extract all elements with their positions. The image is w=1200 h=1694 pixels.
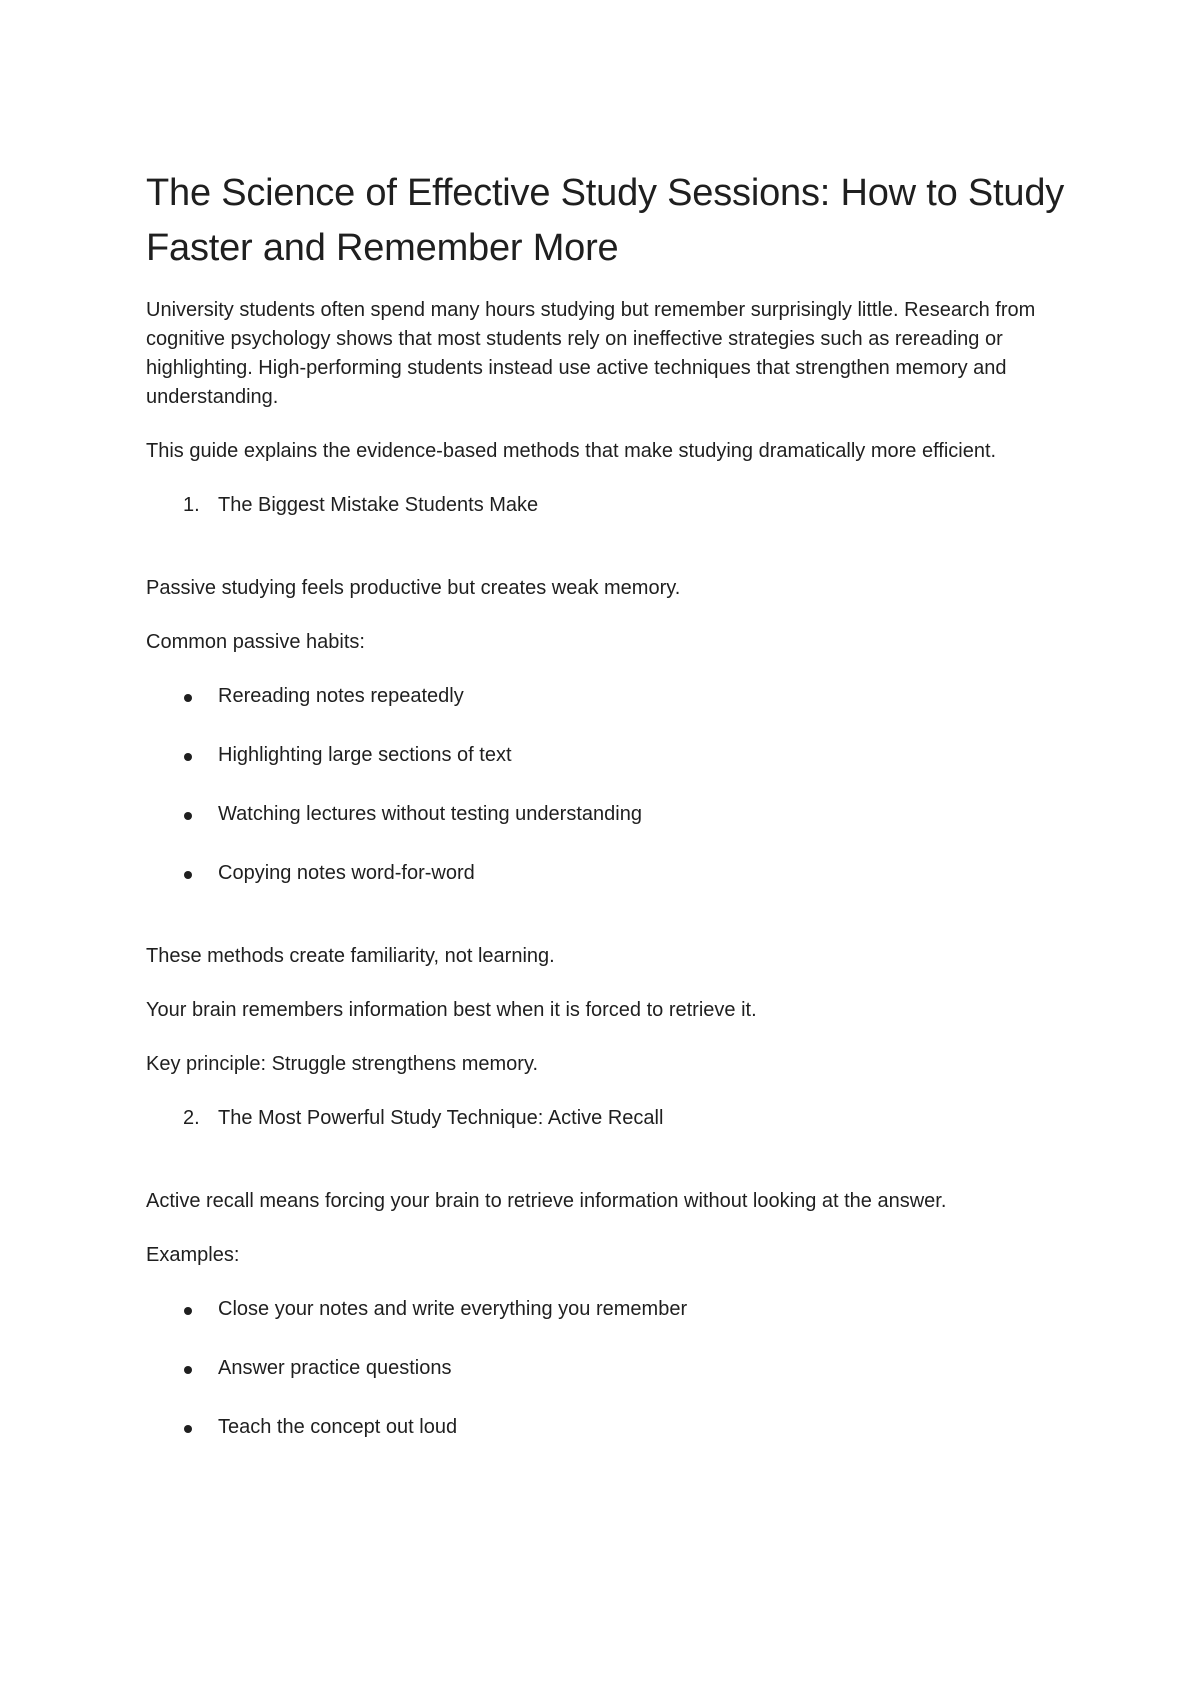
body-paragraph: Your brain remembers information best when it is forced to retrieve it. (146, 999, 757, 1021)
list-item (146, 859, 1066, 888)
list-item (146, 682, 1066, 711)
bullet-icon (184, 1307, 192, 1315)
list-item-text: Answer practice questions (218, 1357, 452, 1379)
section-lead: Active recall means forcing your brain to retrieve information without looking at the answer. (146, 1190, 947, 1212)
list-item (146, 1354, 1066, 1383)
bullet-list (146, 682, 1066, 888)
bullet-icon (184, 812, 192, 820)
list-label: Examples: (146, 1244, 240, 1266)
list-item (146, 1295, 1066, 1324)
bullet-icon (184, 753, 192, 761)
section-heading-1 (146, 491, 1066, 520)
list-label: Common passive habits: (146, 631, 365, 653)
bullet-icon (184, 1366, 192, 1374)
intro-paragraph: This guide explains the evidence-based methods that make studying dramatically more efficient. (146, 440, 997, 462)
document-body (146, 166, 1066, 1496)
body-paragraph: These methods create familiarity, not learning. (146, 945, 555, 967)
section-heading-text: The Biggest Mistake Students Make (218, 494, 539, 516)
section-heading-2 (146, 1104, 1066, 1133)
list-item-text: Watching lectures without testing understanding (218, 803, 642, 825)
list-item (146, 1413, 1066, 1442)
list-item-text: Teach the concept out loud (218, 1416, 458, 1438)
key-principle: Key principle: Struggle strengthens memory. (146, 1053, 539, 1075)
document-title: The Science of Effective Study Sessions: How to Study Faster and Remember More (146, 172, 1065, 269)
list-item-text: Highlighting large sections of text (218, 744, 512, 766)
section-heading-text: The Most Powerful Study Technique: Active Recall (218, 1107, 664, 1129)
bullet-icon (184, 1425, 192, 1433)
bullet-list (146, 1295, 1066, 1442)
list-item-text: Copying notes word-for-word (218, 862, 475, 884)
list-item (146, 741, 1066, 770)
list-item-text: Rereading notes repeatedly (218, 685, 464, 707)
list-item (146, 800, 1066, 829)
intro-paragraph: University students often spend many hours studying but remember surprisingly little. Research from cognitive psychology shows that most students rely on ineffective strategies such as rereading or highlighting. High-performing students instead use active techniques that strengthen memory and understanding. (146, 299, 1036, 408)
section-number: 1. (183, 494, 200, 516)
section-number: 2. (183, 1107, 200, 1129)
section-lead: Passive studying feels productive but creates weak memory. (146, 577, 681, 599)
list-item-text: Close your notes and write everything you remember (218, 1298, 688, 1320)
bullet-icon (184, 871, 192, 879)
bullet-icon (184, 694, 192, 702)
